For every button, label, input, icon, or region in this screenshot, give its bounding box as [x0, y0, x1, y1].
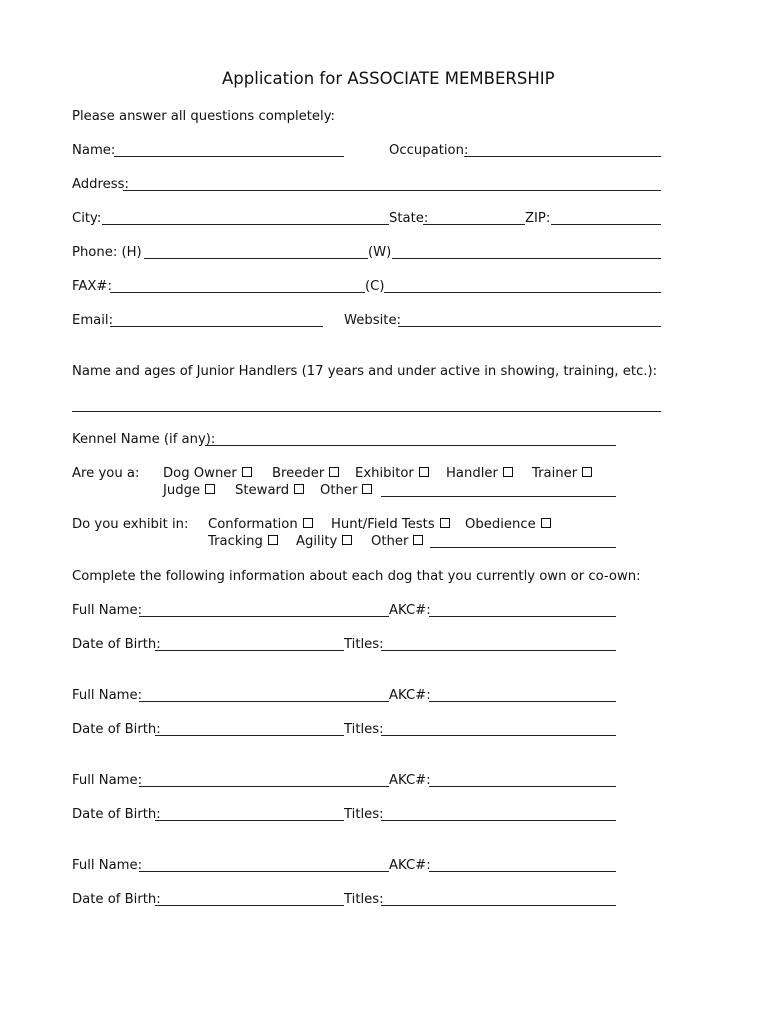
dog-akc-field[interactable]: [429, 786, 616, 787]
dog-full-name-field[interactable]: [139, 871, 389, 872]
role-other-field[interactable]: [381, 496, 616, 497]
dog-dob-field[interactable]: [155, 650, 344, 651]
address-field[interactable]: [123, 190, 661, 191]
exhibit-option-hunt-field-tests[interactable]: [331, 517, 450, 533]
website-label: Website:: [344, 313, 402, 328]
dog-dob-field[interactable]: [155, 905, 344, 906]
exhibit-option-label: Conformation: [208, 517, 298, 532]
dog-akc-field[interactable]: [429, 616, 616, 617]
role-option-label: Breeder: [272, 466, 325, 481]
address-label: Address:: [72, 177, 129, 192]
phone-cell-field[interactable]: [384, 292, 661, 293]
fax-label: FAX#:: [72, 279, 112, 294]
email-label: Email:: [72, 313, 114, 328]
role-option-dog-owner[interactable]: [163, 466, 252, 482]
dog-akc-label: AKC#:: [389, 858, 431, 873]
checkbox-icon[interactable]: [362, 484, 372, 494]
checkbox-icon[interactable]: [268, 535, 278, 545]
dog-akc-label: AKC#:: [389, 603, 431, 618]
role-option-steward[interactable]: [235, 483, 304, 499]
exhibit-option-label: Obedience: [465, 517, 536, 532]
role-option-label: Other: [320, 483, 358, 498]
dog-titles-label: Titles:: [344, 637, 384, 652]
role-option-breeder[interactable]: [272, 466, 339, 482]
dog-titles-label: Titles:: [344, 722, 384, 737]
exhibit-option-agility[interactable]: [296, 534, 352, 550]
checkbox-icon[interactable]: [294, 484, 304, 494]
instruction-text: Please answer all questions completely:: [72, 109, 335, 124]
role-option-label: Steward: [235, 483, 290, 498]
phone-work-label: (W): [368, 245, 392, 260]
role-option-label: Trainer: [532, 466, 578, 481]
exhibit-option-conformation[interactable]: [208, 517, 313, 533]
exhibit-label: Do you exhibit in:: [72, 517, 189, 532]
dog-dob-label: Date of Birth:: [72, 892, 161, 907]
fax-field[interactable]: [110, 292, 365, 293]
role-option-label: Handler: [446, 466, 498, 481]
name-label: Name:: [72, 143, 116, 158]
dog-titles-field[interactable]: [381, 735, 616, 736]
website-field[interactable]: [398, 326, 661, 327]
phone-home-label: Phone: (H): [72, 245, 142, 260]
phone-home-field[interactable]: [144, 258, 368, 259]
dog-full-name-field[interactable]: [139, 616, 389, 617]
dog-dob-field[interactable]: [155, 735, 344, 736]
page-title: Application for ASSOCIATE MEMBERSHIP: [222, 69, 555, 88]
exhibit-option-tracking[interactable]: [208, 534, 278, 550]
exhibit-option-label: Tracking: [208, 534, 263, 549]
checkbox-icon[interactable]: [503, 467, 513, 477]
checkbox-icon[interactable]: [342, 535, 352, 545]
kennel-name-label: Kennel Name (if any):: [72, 432, 216, 447]
dog-full-name-label: Full Name:: [72, 773, 143, 788]
dog-titles-field[interactable]: [381, 820, 616, 821]
dog-titles-field[interactable]: [381, 905, 616, 906]
dog-dob-label: Date of Birth:: [72, 722, 161, 737]
role-option-label: Dog Owner: [163, 466, 237, 481]
occupation-field[interactable]: [464, 156, 661, 157]
dog-titles-field[interactable]: [381, 650, 616, 651]
phone-cell-label: (C): [365, 279, 385, 294]
dog-full-name-field[interactable]: [139, 786, 389, 787]
checkbox-icon[interactable]: [303, 518, 313, 528]
checkbox-icon[interactable]: [205, 484, 215, 494]
junior-handlers-label: Name and ages of Junior Handlers (17 years and under active in showing, training, etc.):: [72, 364, 658, 379]
dog-akc-field[interactable]: [429, 871, 616, 872]
kennel-name-field[interactable]: [205, 445, 616, 446]
exhibit-option-label: Hunt/Field Tests: [331, 517, 435, 532]
dog-dob-field[interactable]: [155, 820, 344, 821]
role-label: Are you a:: [72, 466, 140, 481]
dog-akc-label: AKC#:: [389, 773, 431, 788]
name-field[interactable]: [114, 156, 344, 157]
exhibit-other-field[interactable]: [430, 547, 616, 548]
checkbox-icon[interactable]: [242, 467, 252, 477]
role-option-label: Judge: [163, 483, 201, 498]
dog-titles-label: Titles:: [344, 807, 384, 822]
checkbox-icon[interactable]: [582, 467, 592, 477]
exhibit-option-label: Other: [371, 534, 409, 549]
dog-akc-label: AKC#:: [389, 688, 431, 703]
dog-dob-label: Date of Birth:: [72, 807, 161, 822]
checkbox-icon[interactable]: [419, 467, 429, 477]
email-field[interactable]: [110, 326, 323, 327]
city-label: City:: [72, 211, 102, 226]
role-option-handler[interactable]: [446, 466, 513, 482]
exhibit-option-obedience[interactable]: [465, 517, 551, 533]
exhibit-option-label: Agility: [296, 534, 338, 549]
role-option-trainer[interactable]: [532, 466, 592, 482]
dog-dob-label: Date of Birth:: [72, 637, 161, 652]
role-option-other[interactable]: [320, 483, 372, 499]
checkbox-icon[interactable]: [329, 467, 339, 477]
role-option-judge[interactable]: [163, 483, 215, 499]
state-field[interactable]: [423, 224, 525, 225]
occupation-label: Occupation:: [389, 143, 469, 158]
exhibit-option-other[interactable]: [371, 534, 423, 550]
zip-field[interactable]: [551, 224, 661, 225]
junior-handlers-field[interactable]: [72, 411, 661, 412]
role-option-label: Exhibitor: [355, 466, 414, 481]
state-label: State:: [389, 211, 429, 226]
phone-work-field[interactable]: [392, 258, 661, 259]
checkbox-icon[interactable]: [413, 535, 423, 545]
dogs-intro-text: Complete the following information about each dog that you currently own or co-own:: [72, 569, 641, 584]
city-field[interactable]: [102, 224, 389, 225]
role-option-exhibitor[interactable]: [355, 466, 429, 482]
checkbox-icon[interactable]: [440, 518, 450, 528]
dog-full-name-label: Full Name:: [72, 603, 143, 618]
dog-full-name-field[interactable]: [139, 701, 389, 702]
dog-titles-label: Titles:: [344, 892, 384, 907]
checkbox-icon[interactable]: [541, 518, 551, 528]
dog-akc-field[interactable]: [429, 701, 616, 702]
zip-label: ZIP:: [525, 211, 551, 226]
dog-full-name-label: Full Name:: [72, 858, 143, 873]
dog-full-name-label: Full Name:: [72, 688, 143, 703]
